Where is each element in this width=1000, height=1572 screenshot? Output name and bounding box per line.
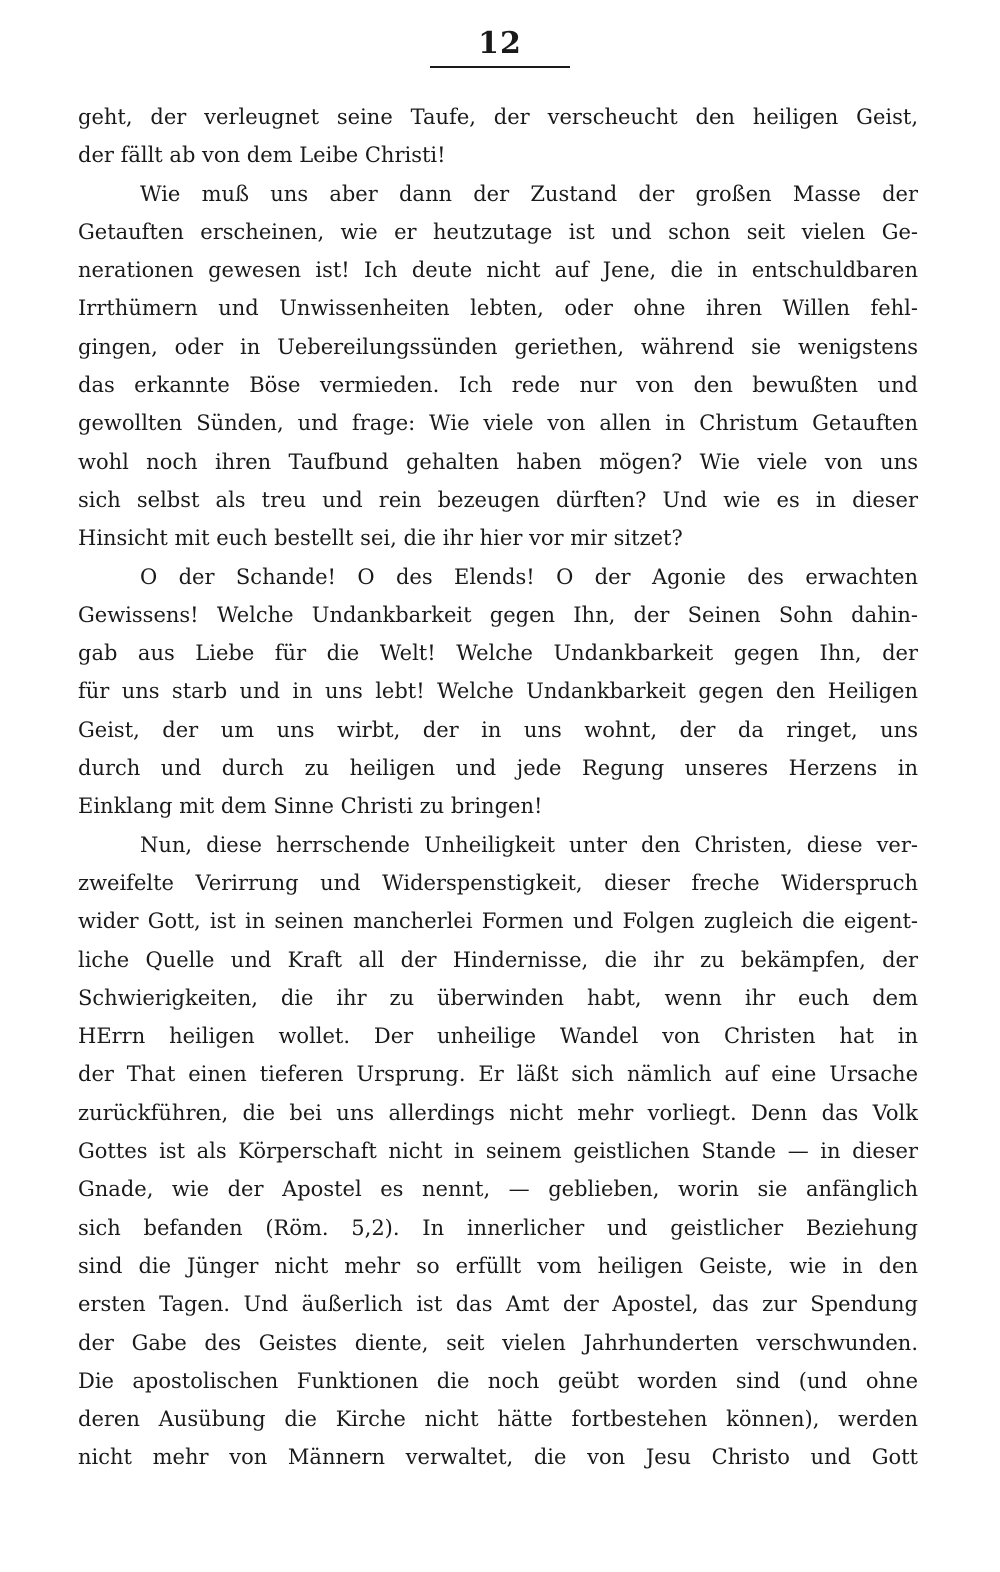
text-line: geht, der verleugnet seine Taufe, der verscheucht den heiligen Geist,: [78, 105, 918, 129]
text-line: Schwierigkeiten, die ihr zu überwinden habt, wenn ihr euch dem: [78, 985, 918, 1010]
text-line: sich befanden (Röm. 5,2). In innerlicher und geistlicher Beziehung: [78, 1215, 918, 1240]
text-line: Nun, diese herrschende Unheiligkeit unter den Christen, diese ver-: [140, 832, 918, 857]
text-line: deren Ausübung die Kirche nicht hätte fortbestehen können), werden: [78, 1407, 918, 1432]
text-line: wohl noch ihren Taufbund gehalten haben mögen? Wie viele von uns: [78, 449, 918, 474]
text-line: durch und durch zu heiligen und jede Regung unseres Herzens in: [78, 756, 918, 781]
text-line: der Gabe des Geistes diente, seit vielen Jahrhunderten verschwunden.: [78, 1330, 918, 1355]
text-line: zurückführen, die bei uns allerdings nicht mehr vorliegt. Denn das Volk: [78, 1100, 918, 1125]
text-line: nicht mehr von Männern verwaltet, die von Jesu Christo und Gott: [78, 1445, 918, 1470]
text-line: für uns starb und in uns lebt! Welche Undankbarkeit gegen den Heiligen: [78, 679, 918, 704]
text-line: sind die Jünger nicht mehr so erfüllt vom heiligen Geiste, wie in den: [78, 1253, 918, 1278]
text-line: Getauften erscheinen, wie er heutzutage ist und schon seit vielen Ge-: [78, 219, 918, 244]
text-line: Gewissens! Welche Undankbarkeit gegen Ihn, der Seinen Sohn dahin-: [78, 602, 918, 627]
text-line: der fällt ab von dem Leibe Christi!: [78, 143, 446, 168]
text-line: O der Schande! O des Elends! O der Agonie des erwachten: [140, 564, 918, 589]
text-line: ersten Tagen. Und äußerlich ist das Amt der Apostel, das zur Spendung: [78, 1292, 918, 1317]
text-line: Gnade, wie der Apostel es nennt, — geblieben, worin sie anfänglich: [78, 1177, 918, 1202]
text-line: Gottes ist als Körperschaft nicht in seinem geistlichen Stande — in dieser: [78, 1139, 918, 1164]
text-line: Irrthümern und Unwissenheiten lebten, oder ohne ihren Willen fehl-: [78, 296, 918, 321]
text-line: Hinsicht mit euch bestellt sei, die ihr hier vor mir sitzet?: [78, 526, 683, 551]
text-line: Geist, der um uns wirbt, der in uns wohnt, der da ringet, uns: [78, 717, 918, 742]
text-line: sich selbst als treu und rein bezeugen dürften? Und wie es in dieser: [78, 487, 918, 512]
text-line: gab aus Liebe für die Welt! Welche Undankbarkeit gegen Ihn, der: [78, 641, 918, 666]
body-text: [78, 98, 918, 1477]
text-line: wider Gott, ist in seinen mancherlei Formen und Folgen zugleich die eigent-: [78, 909, 918, 934]
text-line: Wie muß uns aber dann der Zustand der großen Masse der: [140, 181, 918, 206]
text-line: HErrn heiligen wollet. Der unheilige Wandel von Christen hat in: [78, 1024, 918, 1049]
text-line: liche Quelle und Kraft all der Hindernisse, die ihr zu bekämpfen, der: [78, 947, 918, 972]
text-line: der That einen tieferen Ursprung. Er läßt sich nämlich auf eine Ursache: [78, 1062, 918, 1087]
text-line: das erkannte Böse vermieden. Ich rede nur von den bewußten und: [78, 373, 918, 398]
text-line: nerationen gewesen ist! Ich deute nicht auf Jene, die in entschuldbaren: [78, 258, 918, 283]
header-rule: [430, 66, 570, 68]
text-line: gingen, oder in Uebereilungssünden geriethen, während sie wenigstens: [78, 334, 918, 359]
text-line: zweifelte Verirrung und Widerspenstigkeit, dieser freche Widerspruch: [78, 870, 918, 895]
page-number: 12: [478, 26, 522, 61]
text-line: Die apostolischen Funktionen die noch geübt worden sind (und ohne: [78, 1368, 918, 1393]
text-line: gewollten Sünden, und frage: Wie viele von allen in Christum Getauften: [78, 411, 918, 436]
text-line: Einklang mit dem Sinne Christi zu bringen!: [78, 794, 543, 819]
